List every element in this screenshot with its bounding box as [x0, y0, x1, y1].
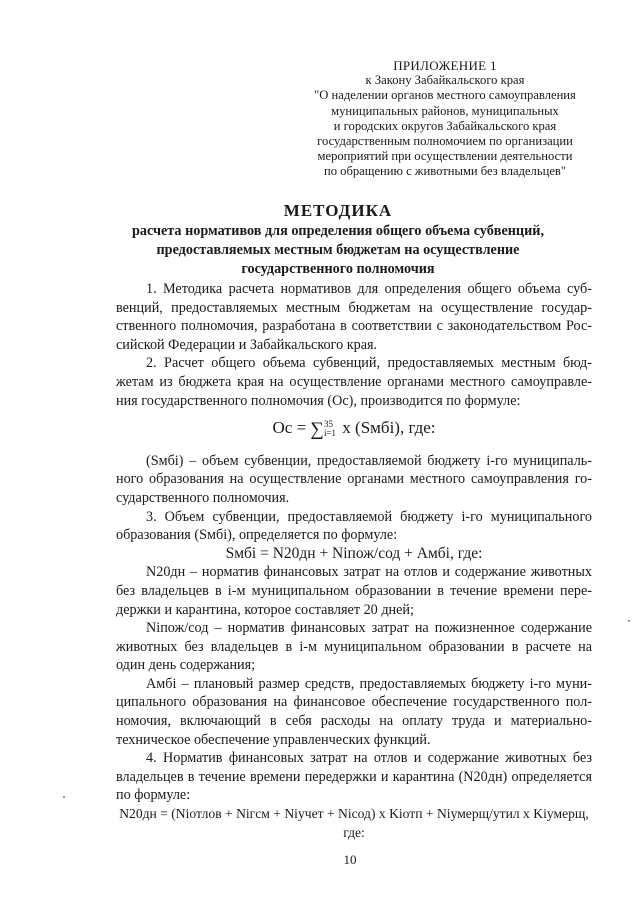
- paragraph-5: N20дн – норматив финансовых затрат на отлов и содержание животных без владельцев в i-м муниципальном образовании в течение времени пере-держки и карантина, которое составляет 20 дней;: [116, 564, 592, 618]
- title-line: расчета нормативов для определения общего объема субвенций,: [131, 223, 545, 239]
- appendix-line: "О наделении органов местного самоуправления: [314, 88, 576, 103]
- paragraph-3: (Sмбi) – объем субвенции, предоставляемой бюджету i-го муниципаль-ного образования на осуществление органами местного самоуправления го-сударственного полномочия.: [116, 452, 592, 506]
- document-body: [116, 280, 592, 842]
- title-main: МЕТОДИКА: [283, 201, 393, 220]
- appendix-line: мероприятий при осуществлении деятельности: [317, 149, 573, 164]
- sum-upper: 35: [323, 419, 333, 430]
- appendix-line: и городских округов Забайкальского края: [333, 118, 557, 133]
- paragraph-4: 3. Объем субвенции, предоставляемой бюджету i-го муниципального образования (Sмбi), определяется по формуле:: [116, 508, 592, 544]
- formula-subvention: Sмбi = N20дн + Niпож/сод + Aмбi, где:: [225, 544, 483, 562]
- formula-total: Oc = ∑35 i=1 x (Sмбi), где:: [272, 418, 436, 441]
- formula-lhs: Oc: [272, 418, 293, 438]
- page-number: 10: [343, 852, 357, 867]
- sum-lower: i=1: [323, 428, 337, 439]
- appendix-heading: ПРИЛОЖЕНИЕ 1: [393, 58, 497, 73]
- appendix-header: [300, 58, 590, 180]
- document-title: [78, 200, 598, 279]
- appendix-line: муниципальных районов, муниципальных: [331, 103, 559, 118]
- paragraph-1: 1. Методика расчета нормативов для определения общего объема суб-венций, предоставляемых местным бюджетам на осуществление государ-ственного полномочия, разработана в соответствии с законодательством Рос-сийской Федерации и Забайкальского края.: [116, 281, 592, 353]
- paragraph-6: Niпож/сод – норматив финансовых затрат на пожизненное содержание животных без владельцев в i-м муниципальном образовании в расчете на один день содержания;: [116, 620, 592, 674]
- appendix-line: государственным полномочием по организации: [317, 134, 573, 149]
- paragraph-7: Aмбi – плановый размер средств, предоставляемых бюджету i-го муни-ципального образования на финансовое обеспечение государственного пол-номочия, включающий в себя расходы на оплату труда и материально-техническое обеспечение управленческих функций.: [116, 675, 592, 748]
- sum-limits: [324, 420, 336, 438]
- title-line: предоставляемых местным бюджетам на осуществление: [156, 242, 520, 258]
- scan-speck: [628, 620, 630, 622]
- formula-n20: N20дн = (Niотлов + Niгсм + Niучет + Niсод) x Kiотп + Niумерщ/утил x Kiумерщ, где:: [119, 806, 589, 840]
- appendix-line: к Закону Забайкальского края: [365, 73, 525, 88]
- sum-symbol-icon: ∑: [310, 419, 324, 441]
- formula-rhs: x (Sмбi), где:: [342, 418, 436, 438]
- paragraph-2: 2. Расчет общего объема субвенций, предоставляемых местным бюд-жетам из бюджета края на осуществление органами местного самоуправле-ния государственного полномочия (Ос), производится по формуле:: [116, 355, 592, 409]
- appendix-line: по обращению с животными без владельцев": [323, 164, 567, 179]
- title-line: государственного полномочия: [241, 261, 435, 277]
- scan-speck: [63, 796, 65, 798]
- paragraph-8: 4. Норматив финансовых затрат на отлов и содержание животных без владельцев в течение времени передержки и карантина (N20дн) определяется по формуле:: [116, 750, 592, 804]
